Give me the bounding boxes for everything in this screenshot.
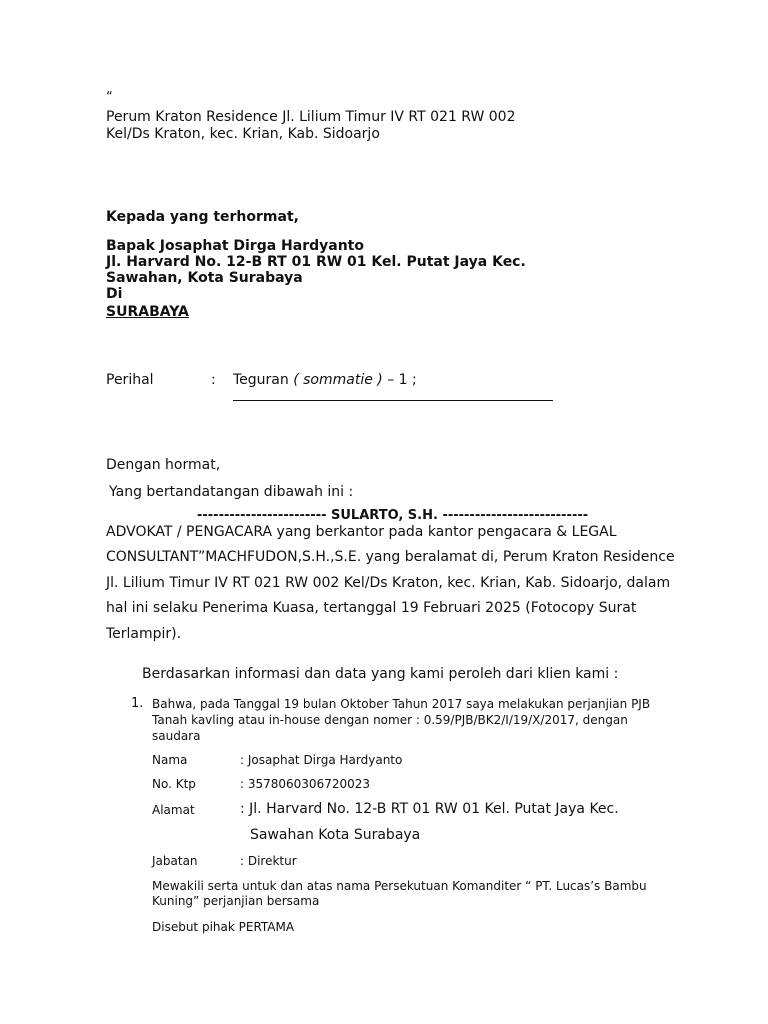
field-label-ktp: No. Ktp: [152, 777, 196, 791]
recipient-name: Bapak Josaphat Dirga Hardyanto: [106, 238, 364, 254]
para-line2: CONSULTANT”MACHFUDON,S.H.,S.E. yang beralamat di, Perum Kraton Residence: [106, 549, 675, 565]
field-value-alamat: : Jl. Harvard No. 12-B RT 01 RW 01 Kel. Putat Jaya Kec.: [240, 801, 619, 817]
list-number-1: 1.: [131, 696, 144, 711]
subject-italic: ( sommatie ): [293, 372, 383, 388]
field-value-alamat-cont: Sawahan Kota Surabaya: [250, 827, 421, 843]
disebut-pihak: Disebut pihak PERTAMA: [152, 920, 295, 934]
item1-line3: saudara: [152, 729, 201, 743]
para-line5: Terlampir).: [106, 626, 182, 642]
item1-line1: Bahwa, pada Tanggal 19 bulan Oktober Tahun 2017 saya melakukan perjanjian PJB: [152, 697, 651, 711]
field-value-jabatan: : Direktur: [240, 854, 297, 868]
based-on-text: Berdasarkan informasi dan data yang kami peroleh dari klien kami :: [142, 666, 619, 682]
para-line3: Jl. Lilium Timur IV RT 021 RW 002 Kel/Ds Kraton, kec. Krian, Kab. Sidoarjo, dalam: [106, 575, 671, 591]
sender-address-line1: Perum Kraton Residence Jl. Lilium Timur IV RT 021 RW 002: [106, 109, 516, 125]
mewakili-line2: Kuning” perjanjian bersama: [152, 894, 320, 908]
greeting: Dengan hormat,: [106, 457, 221, 473]
subject-underline: [233, 400, 553, 401]
item1-line2: Tanah kavling atau in-house dengan nomer : 0.59/PJB/BK2/I/19/X/2017, dengan: [152, 713, 628, 727]
field-label-jabatan: Jabatan: [152, 854, 198, 868]
subject-label: Perihal: [106, 372, 154, 388]
subject-colon: :: [211, 372, 216, 388]
para-line4: hal ini selaku Penerima Kuasa, tertanggal 19 Februari 2025 (Fotocopy Surat: [106, 600, 637, 616]
recipient-city: SURABAYA: [106, 304, 189, 320]
sender-address-line2: Kel/Ds Kraton, kec. Krian, Kab. Sidoarjo: [106, 126, 380, 142]
signer-line: ------------------------ SULARTO, S.H. ---------------------------: [197, 508, 589, 523]
field-value-ktp: : 3578060306720023: [240, 777, 371, 791]
subject-text: [233, 372, 417, 389]
recipient-address-line2: Sawahan, Kota Surabaya: [106, 270, 303, 286]
para-line1: ADVOKAT / PENGACARA yang berkantor pada kantor pengacara & LEGAL: [106, 524, 617, 540]
field-label-alamat: Alamat: [152, 803, 195, 817]
subject-prefix: Teguran: [233, 372, 294, 388]
quote-mark: “: [106, 90, 113, 105]
signed-intro: Yang bertandatangan dibawah ini :: [109, 484, 354, 500]
field-label-nama: Nama: [152, 753, 188, 767]
mewakili-line1: Mewakili serta untuk dan atas nama Persekutuan Komanditer “ PT. Lucas’s Bambu: [152, 879, 647, 893]
recipient-address-line1: Jl. Harvard No. 12-B RT 01 RW 01 Kel. Putat Jaya Kec.: [106, 254, 526, 270]
subject-suffix: – 1 ;: [382, 372, 417, 388]
field-value-nama: : Josaphat Dirga Hardyanto: [240, 753, 403, 767]
salutation: Kepada yang terhormat,: [106, 209, 299, 225]
recipient-di: Di: [106, 286, 123, 302]
